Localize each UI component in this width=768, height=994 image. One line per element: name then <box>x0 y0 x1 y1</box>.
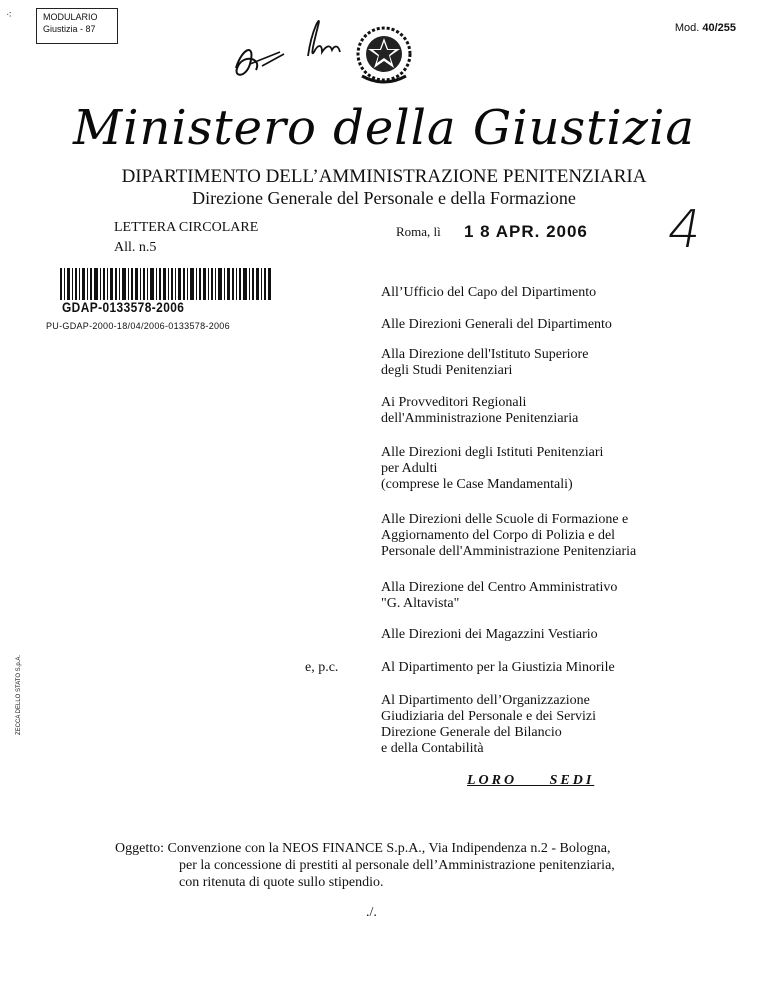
recipient-line: Al Dipartimento dell’Organizzazione <box>381 693 590 708</box>
margin-mark: ⁖ <box>6 10 12 21</box>
recipient-0 <box>381 285 681 301</box>
recipient-6 <box>381 580 681 612</box>
recipient-line: dell'Amministrazione Penitenziaria <box>381 411 579 426</box>
recipient-line: Ai Provveditori Regionali <box>381 395 527 410</box>
margin-handwritten-number: 4 <box>662 200 707 260</box>
form-code-prefix: Mod. <box>674 22 700 34</box>
recipient-line: Alle Direzioni delle Scuole di Formazione e <box>381 512 629 527</box>
recipient-line: Alla Direzione dell'Istituto Superiore <box>381 347 589 362</box>
printer-side-imprint: ZECCA DELLO STATO S.p.A. <box>16 654 22 735</box>
recipient-line: per Adulti <box>381 461 438 476</box>
recipient-line: Alle Direzioni degli Istituti Penitenziari <box>381 445 604 460</box>
directorate-heading: Direzione Generale del Personale e della Formazione <box>192 188 576 208</box>
recipient-4 <box>381 445 681 493</box>
subject-block <box>115 840 675 891</box>
subject-label: Oggetto: <box>115 841 164 856</box>
recipient-line: Personale dell'Amministrazione Penitenziaria <box>381 544 637 559</box>
republic-emblem-icon <box>354 24 414 88</box>
recipient-line: Alle Direzioni Generali del Dipartimento <box>381 317 612 332</box>
recipient-line: Giudiziaria del Personale e dei Servizi <box>381 709 596 724</box>
recipient-line: Alle Direzioni dei Magazzini Vestiario <box>381 627 598 642</box>
place-label: Roma, lì <box>396 224 441 239</box>
continuation-mark: ./. <box>366 905 377 920</box>
form-box-line-1: MODULARIO <box>43 12 98 22</box>
form-number-box <box>36 8 118 44</box>
recipient-line: Direzione Generale del Bilancio <box>381 725 562 740</box>
ministry-title: Ministero della Giustizia <box>72 100 696 156</box>
recipient-8 <box>381 660 681 676</box>
date-stamp: 1 8 APR. 2006 <box>464 222 588 241</box>
attachments-count: All. n.5 <box>114 240 157 255</box>
recipient-9 <box>381 693 681 757</box>
form-box-line-2: Giustizia - 87 <box>43 24 96 34</box>
subject-line-1: Convenzione con la NEOS FINANCE S.p.A., Via Indipendenza n.2 - Bologna, <box>167 841 611 856</box>
recipient-2 <box>381 347 681 379</box>
recipient-line: "G. Altavista" <box>381 596 460 611</box>
subject-line-3: con ritenuta di quote sullo stipendio. <box>179 875 384 890</box>
form-code-number: 40/255 <box>702 22 736 34</box>
letter-type: LETTERA CIRCOLARE <box>114 220 259 235</box>
letter-type-block <box>114 218 258 258</box>
recipient-1 <box>381 317 681 333</box>
recipient-line: (comprese le Case Mandamentali) <box>381 477 573 492</box>
protocol-barcode <box>60 268 272 300</box>
recipient-5 <box>381 512 681 560</box>
recipient-line: degli Studi Penitenziari <box>381 363 513 378</box>
recipient-line: Al Dipartimento per la Giustizia Minorile <box>381 660 615 675</box>
recipient-3 <box>381 395 681 427</box>
signature-initials <box>222 8 352 88</box>
department-heading: DIPARTIMENTO DELL’AMMINISTRAZIONE PENITENZIARIA <box>121 166 647 187</box>
recipient-line: Aggiornamento del Corpo di Polizia e del <box>381 528 616 543</box>
recipient-line: All’Ufficio del Capo del Dipartimento <box>381 285 597 300</box>
loro-sedi: LORO SEDI <box>467 773 595 788</box>
recipient-7 <box>381 627 681 643</box>
recipient-line: Alla Direzione del Centro Amministrativo <box>381 580 618 595</box>
cc-label: e, p.c. <box>305 660 339 675</box>
form-code <box>675 22 736 34</box>
protocol-code: GDAP-0133578-2006 <box>62 299 185 315</box>
recipient-line: e della Contabilità <box>381 741 484 756</box>
subject-line-2: per la concessione di prestiti al personale dell’Amministrazione penitenziaria, <box>179 858 615 873</box>
protocol-full-code: PU-GDAP-2000-18/04/2006-0133578-2006 <box>46 321 230 331</box>
